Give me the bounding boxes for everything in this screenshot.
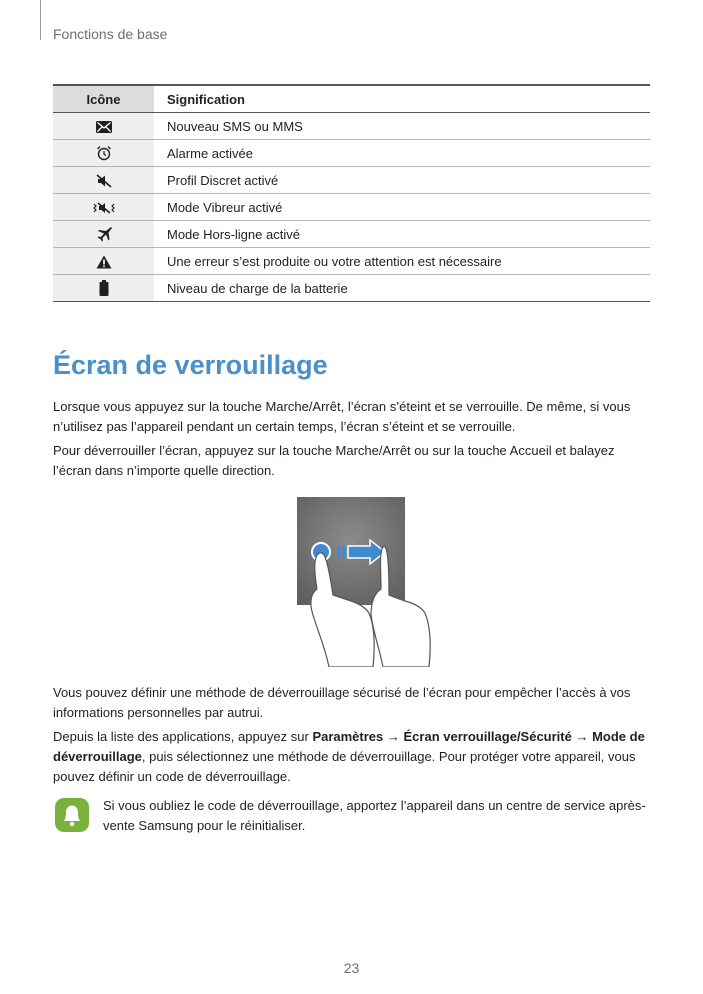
meaning-cell: Une erreur s’est produite ou votre attention est nécessaire [154,248,650,275]
icon-table [53,84,650,302]
table-row [53,221,650,248]
menu-path-unlock-mode: Mode de déverrouillage [53,729,645,764]
table-row [53,167,650,194]
table-row [53,140,650,167]
page-number: 23 [343,960,360,976]
airplane-icon [96,226,112,242]
paragraph-settings-path: Depuis la liste des applications, appuyez sur Paramètres → Écran verrouillage/Sécurité → Mode de déverrouillage, puis sélectionnez une méthode de déverrouillage. Pour protéger votre appareil, vous pouvez définir un code de déverrouillage. [53,729,645,784]
vibrate-icon [93,201,115,215]
paragraph-secure-unlock: Vous pouvez définir une méthode de déverrouillage sécurisé de l’écran pour empêcher l’accès à vos informations personnelles par autrui. [53,685,631,720]
running-header: Fonctions de base [53,26,168,42]
menu-path-settings: Paramètres [312,729,384,744]
speaker-muted-icon [96,174,112,188]
meaning-cell: Alarme activée [154,140,650,167]
table-header-row [53,85,650,113]
column-header-icon: Icône [53,85,154,113]
meaning-cell: Nouveau SMS ou MMS [154,113,650,140]
table-row [53,194,650,221]
menu-path-lock-screen: Écran verrouillage/Sécurité [403,729,572,744]
margin-line [40,0,41,40]
section-title: Écran de verrouillage [53,350,328,380]
alarm-clock-icon [96,145,112,161]
envelope-icon [96,121,112,133]
column-header-meaning: Signification [154,85,650,113]
note-bell-icon [54,797,90,833]
meaning-cell: Mode Hors-ligne activé [154,221,650,248]
table-row [53,113,650,140]
paragraph-lock-description: Lorsque vous appuyez sur la touche Marche/Arrêt, l’écran s’éteint et se verrouille. De même, si vous n’utilisez pas l’appareil pendant un certain temps, l’écran s’éteint et se verrouille. [53,399,631,434]
meaning-cell: Niveau de charge de la batterie [154,275,650,302]
swipe-gesture-illustration [295,497,437,667]
table-row [53,248,650,275]
warning-triangle-icon [96,255,112,269]
note-text: Si vous oubliez le code de déverrouillage, apportez l’appareil dans un centre de service après-vente Samsung pour le réinitialiser. [103,798,646,833]
meaning-cell: Profil Discret activé [154,167,650,194]
battery-icon [99,280,109,296]
paragraph-unlock-description: Pour déverrouiller l’écran, appuyez sur la touche Marche/Arrêt ou sur la touche Accueil et balayez l’écran dans n’importe quelle direction. [53,443,615,478]
meaning-cell: Mode Vibreur activé [154,194,650,221]
table-row [53,275,650,302]
